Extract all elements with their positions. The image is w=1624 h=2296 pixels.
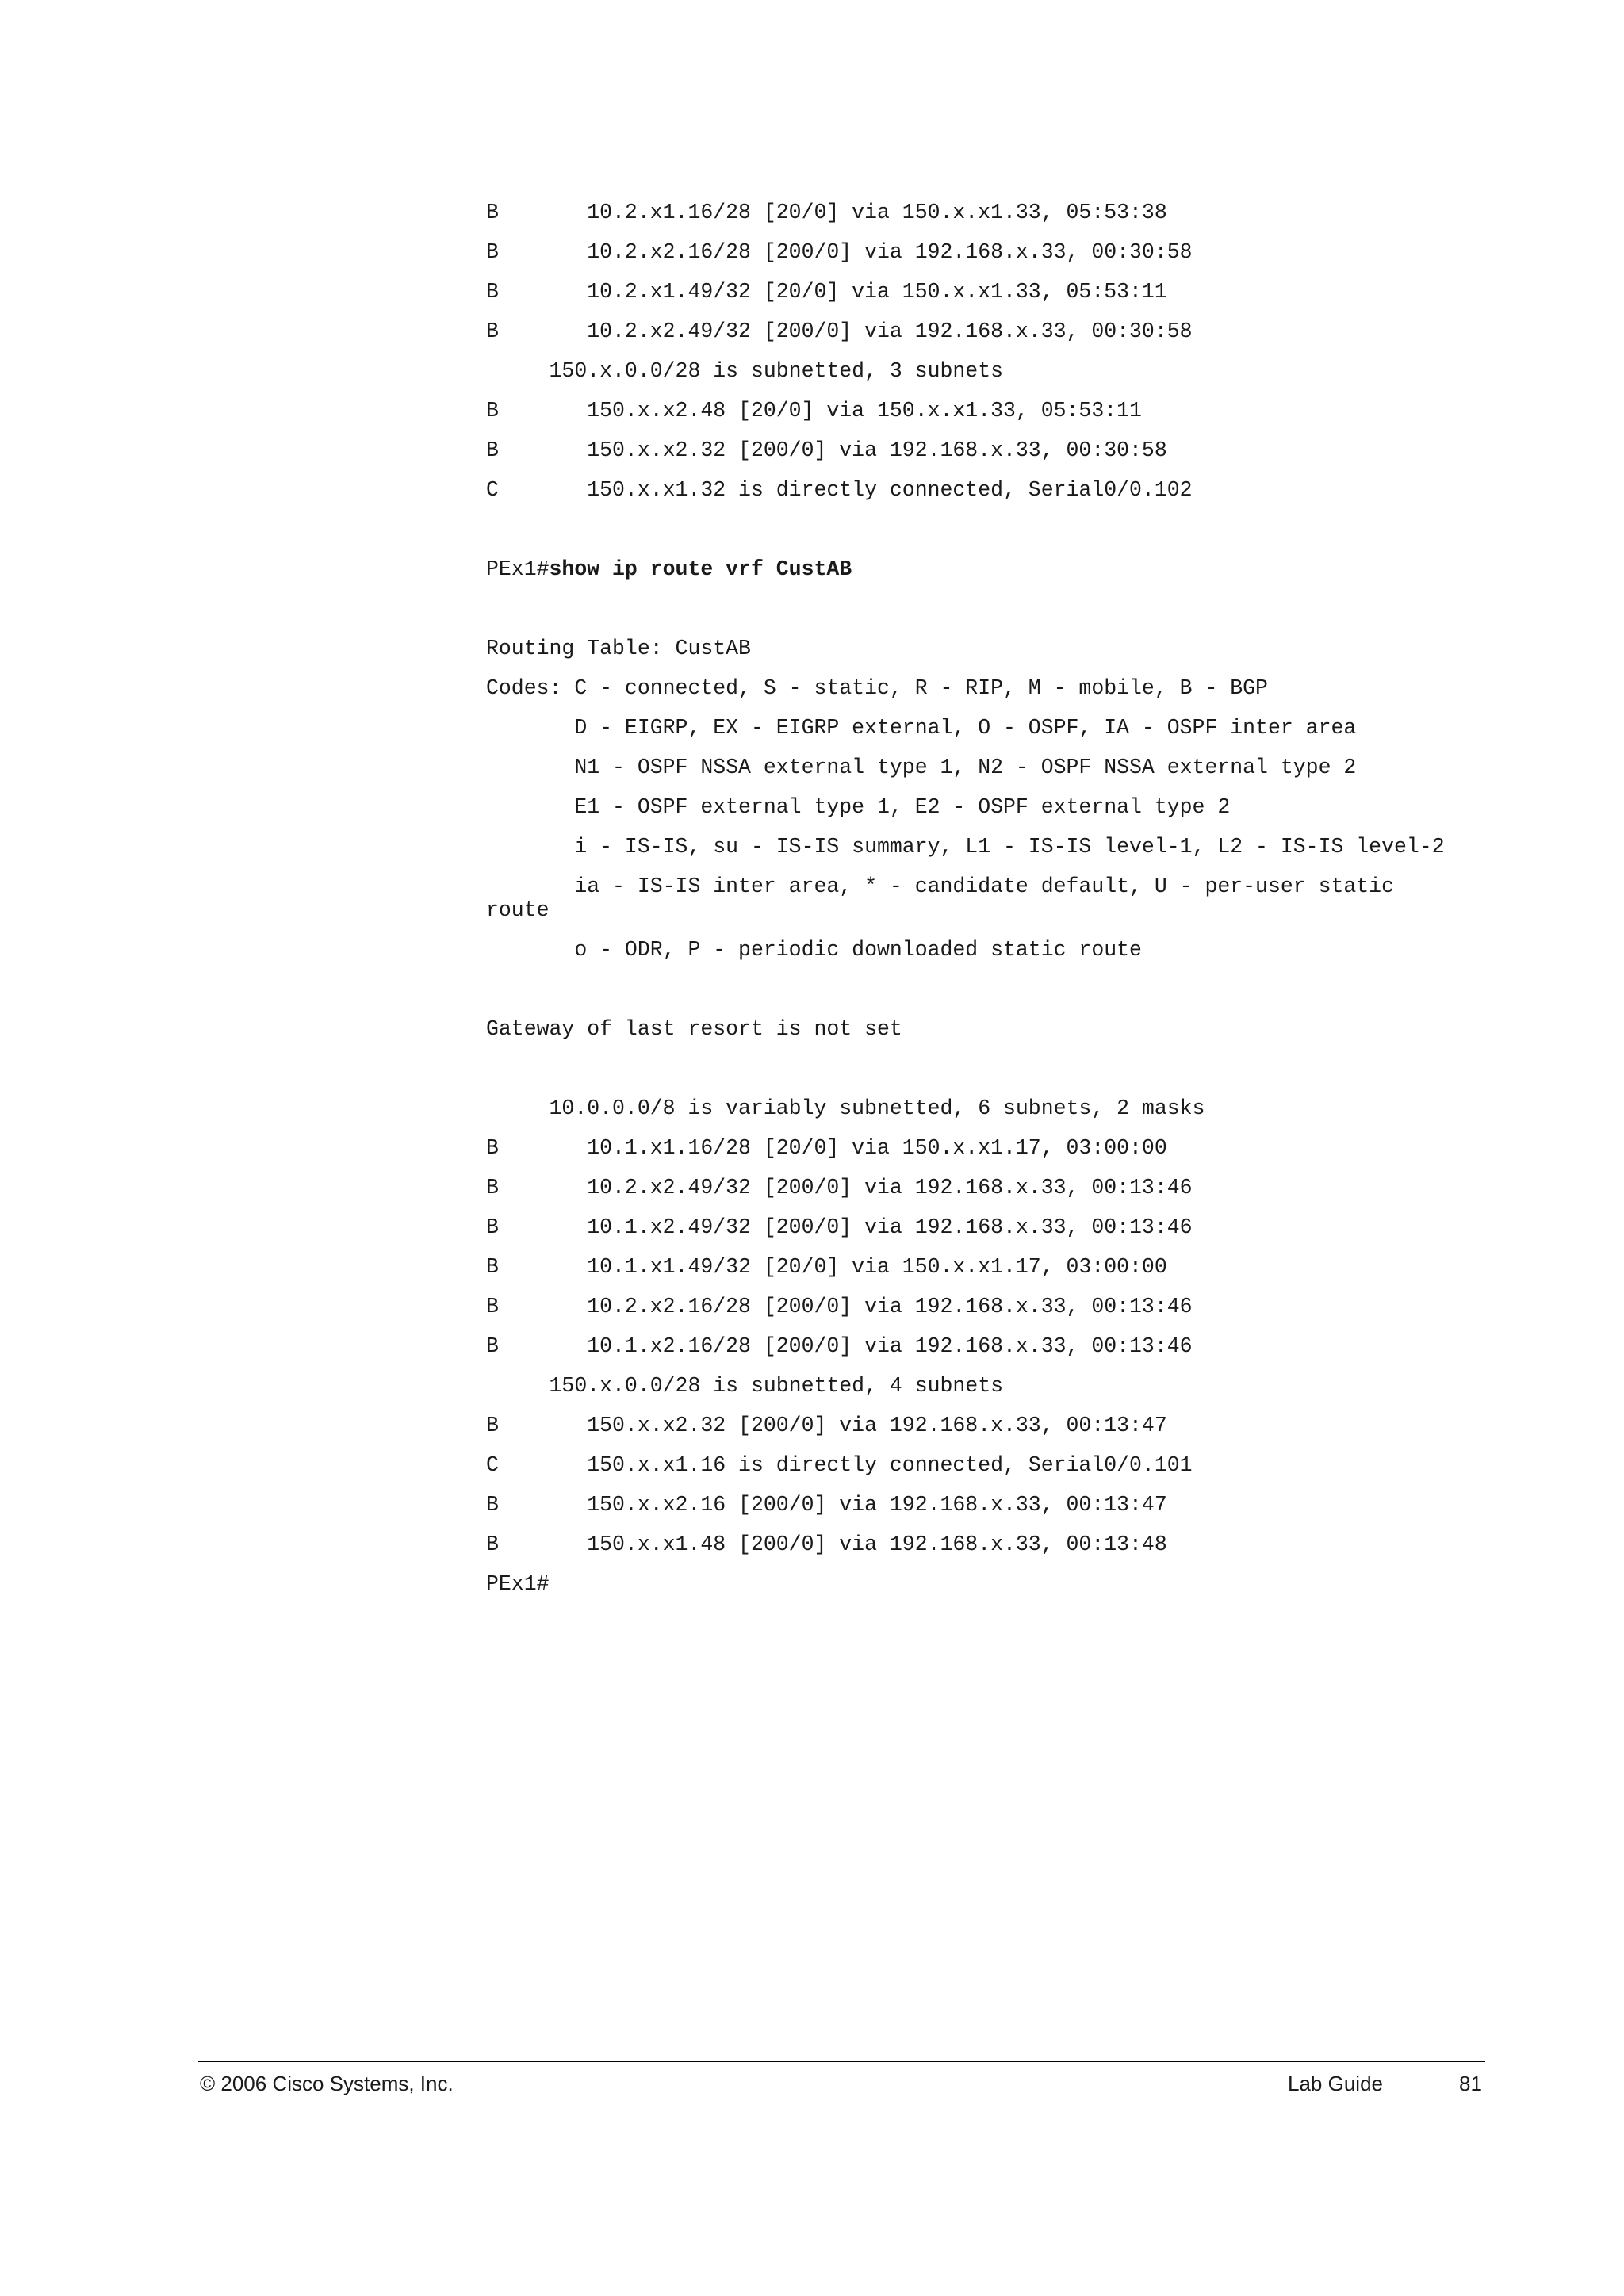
route-line: B 10.1.x2.16/28 [200/0] via 192.168.x.33, 00:13:46 [486, 1334, 1193, 1358]
blank-line [486, 970, 1580, 1009]
routing-table-line: Routing Table: CustAB [486, 637, 751, 660]
footer-guide-title: Lab Guide [1288, 2072, 1383, 2095]
route-line: B 10.1.x1.49/32 [20/0] via 150.x.x1.17, 03:00:00 [486, 1255, 1167, 1279]
codes-line-part: ia - IS-IS inter area, * - candidate default, U - per-user static [486, 874, 1394, 898]
blank-line [486, 1049, 1580, 1089]
codes-line: E1 - OSPF external type 1, E2 - OSPF external type 2 [486, 795, 1231, 819]
route-line: B 10.2.x2.49/32 [200/0] via 192.168.x.33, 00:13:46 [486, 1176, 1193, 1200]
codes-line: D - EIGRP, EX - EIGRP external, O - OSPF, IA - OSPF inter area [486, 716, 1357, 740]
route-line: B 150.x.x1.48 [200/0] via 192.168.x.33, 00:13:48 [486, 1533, 1167, 1556]
footer-divider [198, 2061, 1485, 2062]
subnet-header-line: 10.0.0.0/8 is variably subnetted, 6 subnets, 2 masks [486, 1096, 1205, 1120]
route-line: B 150.x.x2.32 [200/0] via 192.168.x.33, 00:13:47 [486, 1414, 1167, 1437]
cli-prompt: PEx1# [486, 557, 550, 581]
route-line: B 10.2.x2.16/28 [200/0] via 192.168.x.33, 00:30:58 [486, 240, 1193, 264]
cli-command: show ip route vrf CustAB [549, 557, 852, 581]
codes-line: N1 - OSPF NSSA external type 1, N2 - OSPF NSSA external type 2 [486, 756, 1357, 779]
route-line: B 150.x.x2.16 [200/0] via 192.168.x.33, 00:13:47 [486, 1493, 1167, 1517]
footer-copyright: © 2006 Cisco Systems, Inc. [200, 2072, 454, 2095]
route-line: C 150.x.x1.16 is directly connected, Serial0/0.101 [486, 1453, 1193, 1477]
final-prompt-line: PEx1# [486, 1572, 550, 1596]
blank-line [486, 510, 1580, 549]
route-line: B 150.x.x2.48 [20/0] via 150.x.x1.33, 05:53:11 [486, 399, 1142, 423]
blank-line [486, 589, 1580, 629]
route-line: B 10.2.x2.49/32 [200/0] via 192.168.x.33, 00:30:58 [486, 320, 1193, 343]
codes-line: Codes: C - connected, S - static, R - RIP, M - mobile, B - BGP [486, 676, 1268, 700]
route-line: B 150.x.x2.32 [200/0] via 192.168.x.33, 00:30:58 [486, 438, 1167, 462]
codes-wrapped-line [486, 867, 1580, 930]
codes-line: i - IS-IS, su - IS-IS summary, L1 - IS-IS level-1, L2 - IS-IS level-2 [486, 835, 1445, 859]
subnet-header-line: 150.x.0.0/28 is subnetted, 4 subnets [486, 1374, 1004, 1398]
gateway-line: Gateway of last resort is not set [486, 1017, 902, 1041]
route-line: C 150.x.x1.32 is directly connected, Serial0/0.102 [486, 478, 1193, 502]
codes-line: o - ODR, P - periodic downloaded static route [486, 938, 1142, 962]
route-line: B 10.1.x1.16/28 [20/0] via 150.x.x1.17, 03:00:00 [486, 1136, 1167, 1160]
codes-line-continuation: route [486, 898, 550, 922]
footer-page-number: 81 [1459, 2072, 1482, 2095]
route-line: B 10.2.x1.49/32 [20/0] via 150.x.x1.33, 05:53:11 [486, 280, 1167, 304]
subnet-header-line: 150.x.0.0/28 is subnetted, 3 subnets [486, 359, 1004, 383]
route-line: B 10.2.x2.16/28 [200/0] via 192.168.x.33, 00:13:46 [486, 1295, 1193, 1318]
command-line [486, 549, 1580, 589]
cli-output-block [486, 193, 1580, 1604]
route-line: B 10.1.x2.49/32 [200/0] via 192.168.x.33, 00:13:46 [486, 1215, 1193, 1239]
route-line: B 10.2.x1.16/28 [20/0] via 150.x.x1.33, 05:53:38 [486, 201, 1167, 224]
